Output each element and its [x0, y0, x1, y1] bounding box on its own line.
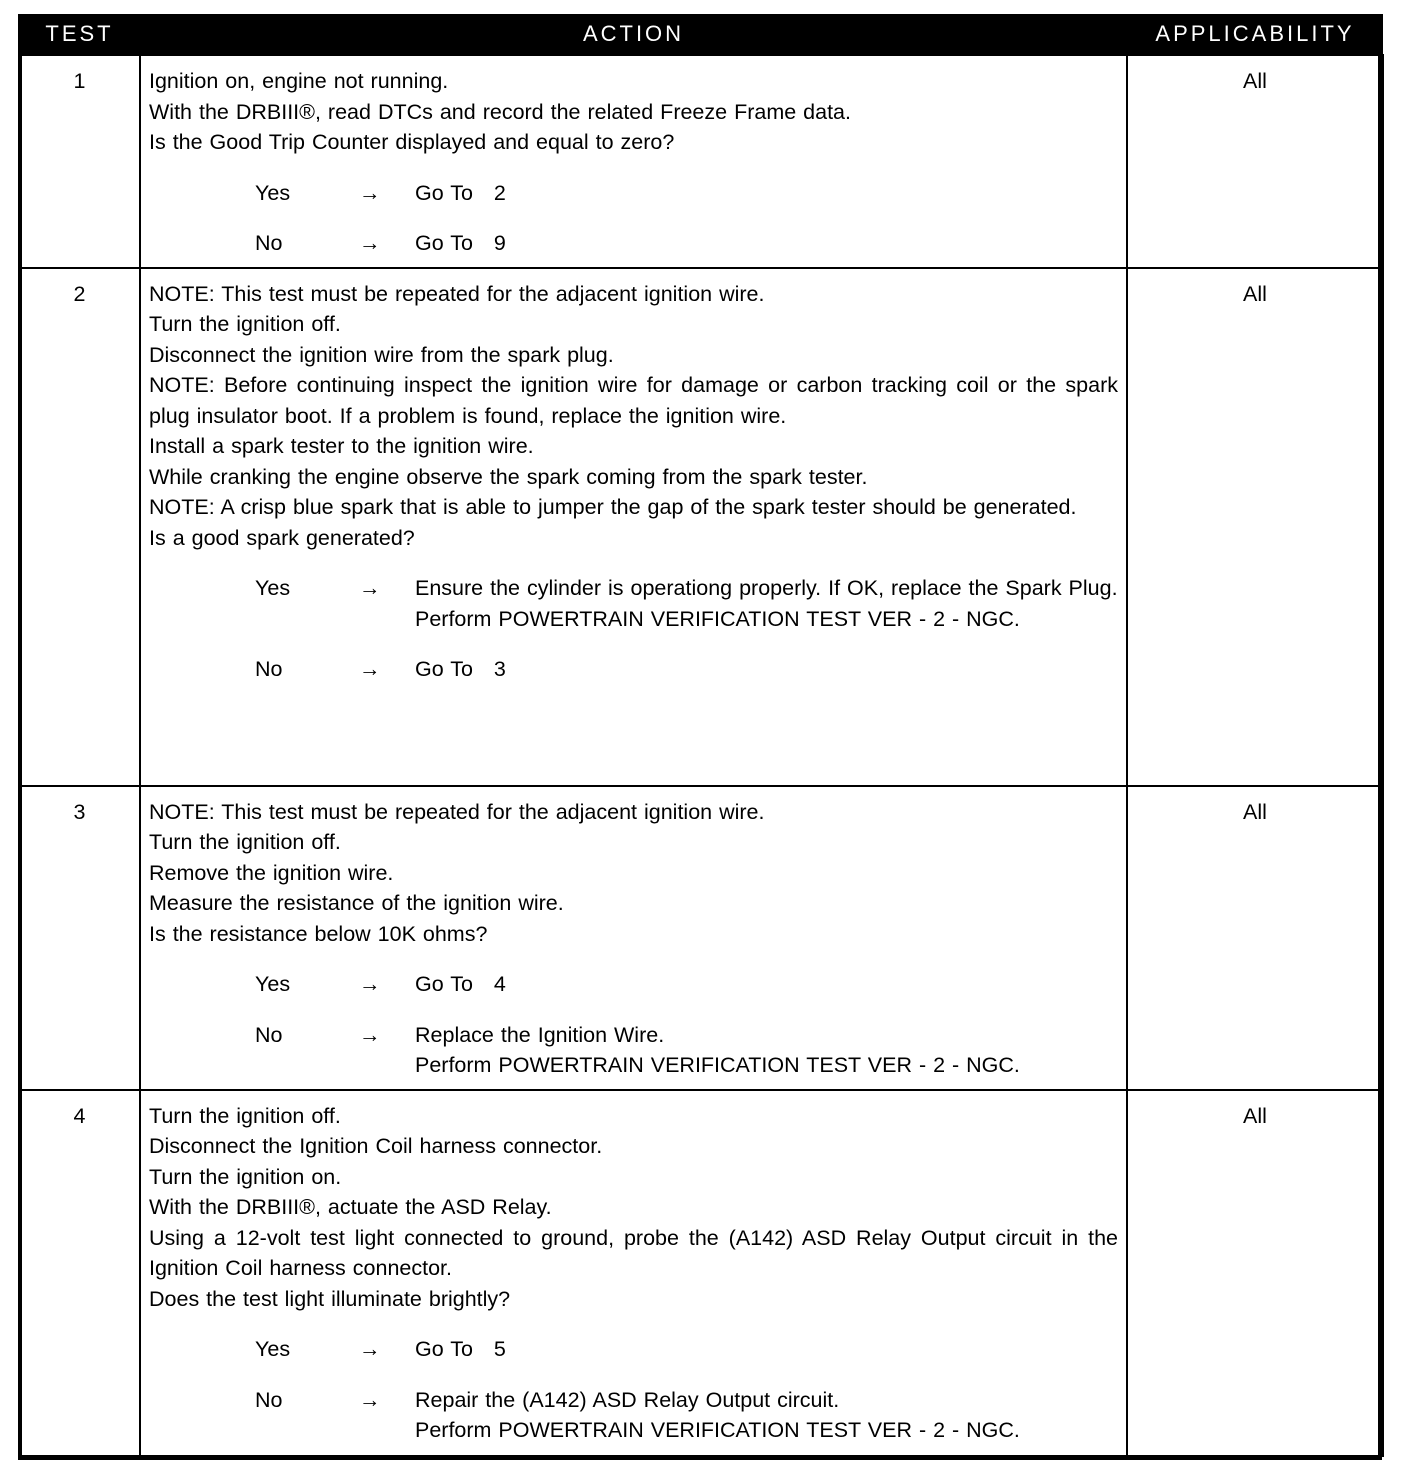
- table-outer-border: [18, 14, 1382, 1460]
- no-label: No: [255, 1387, 283, 1412]
- right-arrow-icon: →: [359, 180, 381, 205]
- action-step: Is the Good Trip Counter displayed and equal to zero?: [149, 130, 675, 154]
- action-step: NOTE: A crisp blue spark that is able to jumper the gap of the spark tester should be generated.: [149, 495, 1077, 519]
- result-line: Replace the Ignition Wire.: [415, 1022, 665, 1047]
- right-arrow-icon: →: [359, 657, 381, 681]
- action-step: Install a spark tester to the ignition wire.: [149, 434, 534, 458]
- test-applicability: All: [1127, 268, 1383, 786]
- no-label: No: [255, 657, 283, 681]
- action-step: Using a 12-volt test light connected to ground, probe the (A142) ASD Relay Output circuit in the Ignition Coil harness connector.: [149, 1225, 1125, 1280]
- no-label: No: [255, 231, 283, 255]
- right-arrow-icon: →: [359, 231, 381, 255]
- action-step: Remove the ignition wire.: [149, 860, 394, 885]
- action-step: Disconnect the ignition wire from the spark plug.: [149, 342, 614, 367]
- action-step: Does the test light illuminate brightly?: [149, 1286, 511, 1311]
- action-step: NOTE: Before continuing inspect the ignition wire for damage or carbon tracking coil or the spark plug insulator boot. If a problem is found, replace the ignition wire.: [149, 373, 1125, 428]
- action-step: Turn the ignition off.: [149, 830, 341, 854]
- action-step: Disconnect the Ignition Coil harness connector.: [149, 1134, 603, 1158]
- right-arrow-icon: →: [359, 576, 381, 600]
- result-line: Go To 3: [415, 657, 506, 681]
- action-step: Turn the ignition off.: [149, 1103, 341, 1128]
- result-line: Perform POWERTRAIN VERIFICATION TEST VER - 2 - NGC.: [415, 606, 1020, 631]
- test-number: 4: [19, 1090, 140, 1456]
- header-applicability: APPLICABILITY: [1127, 14, 1383, 55]
- no-label: No: [255, 1022, 283, 1047]
- test-number: 2: [19, 268, 140, 786]
- result-line: Go To 9: [415, 231, 506, 255]
- right-arrow-icon: →: [359, 1022, 381, 1047]
- test-applicability: All: [1127, 786, 1383, 1090]
- right-arrow-icon: →: [359, 1337, 381, 1361]
- action-step: Turn the ignition off.: [149, 312, 341, 336]
- result-line: Perform POWERTRAIN VERIFICATION TEST VER - 2 - NGC.: [415, 1418, 1020, 1442]
- header-action: ACTION: [140, 14, 1127, 55]
- action-step: Turn the ignition on.: [149, 1164, 342, 1189]
- right-arrow-icon: →: [359, 1387, 381, 1412]
- action-step: NOTE: This test must be repeated for the adjacent ignition wire.: [149, 281, 765, 306]
- header-test: TEST: [19, 14, 140, 55]
- test-applicability: All: [1127, 55, 1383, 268]
- action-step: While cranking the engine observe the spark coming from the spark tester.: [149, 464, 868, 489]
- result-line: Ensure the cylinder is operationg properly. If OK, replace the Spark Plug.: [415, 576, 1118, 600]
- action-step: Is the resistance below 10K ohms?: [149, 921, 488, 946]
- yes-label: Yes: [255, 972, 291, 996]
- yes-label: Yes: [255, 180, 291, 205]
- yes-label: Yes: [255, 576, 291, 600]
- result-line: Go To 2: [415, 180, 506, 205]
- result-line: Perform POWERTRAIN VERIFICATION TEST VER - 2 - NGC.: [415, 1053, 1020, 1077]
- result-line: Go To 4: [415, 972, 506, 996]
- action-step: With the DRBIII®, read DTCs and record the related Freeze Frame data.: [149, 99, 851, 124]
- test-applicability: All: [1127, 1090, 1383, 1456]
- yes-label: Yes: [255, 1337, 291, 1361]
- action-step: Is a good spark generated?: [149, 525, 415, 550]
- result-line: Repair the (A142) ASD Relay Output circuit.: [415, 1387, 840, 1412]
- action-step: With the DRBIII®, actuate the ASD Relay.: [149, 1195, 552, 1219]
- right-arrow-icon: →: [359, 972, 381, 996]
- action-step: Measure the resistance of the ignition wire.: [149, 891, 564, 915]
- test-number: 3: [19, 786, 140, 1090]
- test-number: 1: [19, 55, 140, 268]
- action-step: Ignition on, engine not running.: [149, 69, 449, 93]
- action-step: NOTE: This test must be repeated for the adjacent ignition wire.: [149, 799, 765, 824]
- result-line: Go To 5: [415, 1337, 506, 1361]
